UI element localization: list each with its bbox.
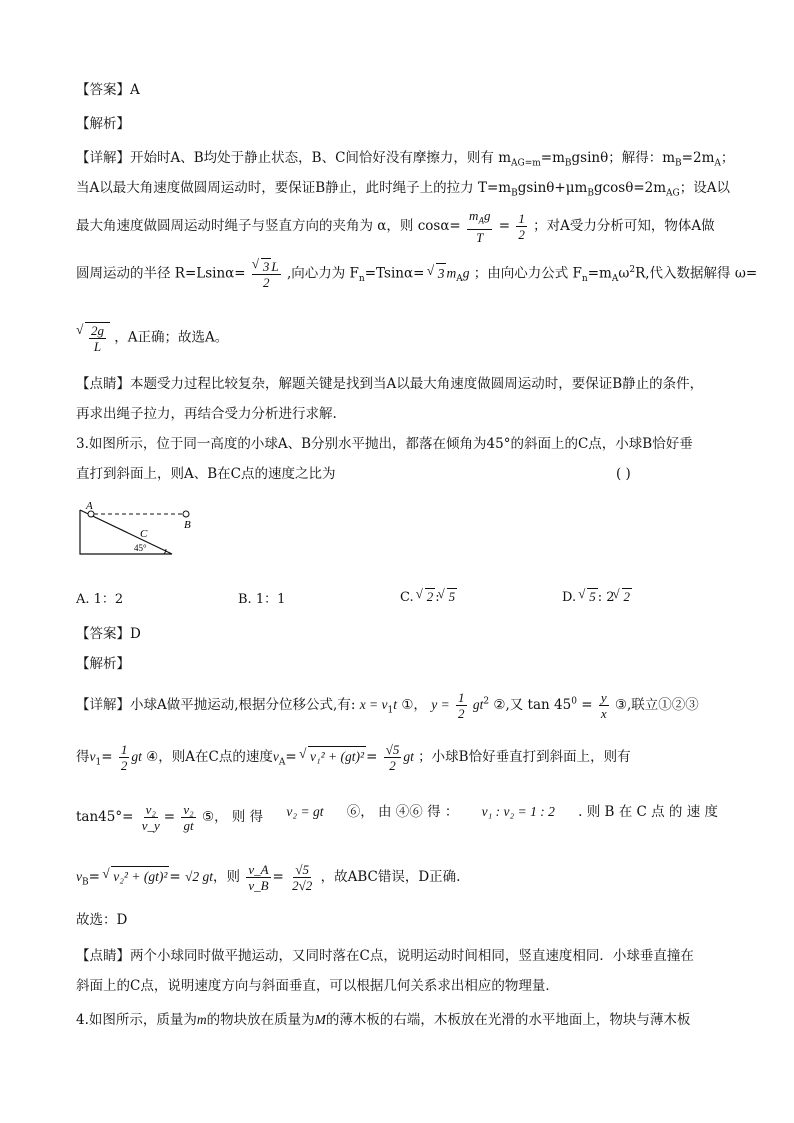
incline-triangle: [80, 510, 172, 554]
option-a[interactable]: A. 1：2: [76, 592, 124, 607]
line-point-2: 再求出绳子拉力，再结合受力分析进行求解.: [76, 406, 337, 422]
analysis-label: 【解析】: [76, 116, 130, 132]
line-detail-b2: 得$v_1=$ $\frac{1}{2}$ gt ④，则A在C点的速度$v_A=$ √ v₁² + (gt)² = $\frac{√5}{2}$ gt ；小球B恰好垂直打到斜面上，则有: [76, 742, 631, 773]
fraction-sqrt3-l-over-2: √ $\frac{3 L}{2}$: [252, 258, 281, 290]
line-analysis-2: 【解析】: [76, 656, 130, 672]
line-detail-b4: $v_B=$ √ v₂² + (gt)² = √2 gt，则 $\frac{v\_A}{v\_B}$ = $\frac{√5}{2√2}$ ，故ABC错误，D正确.: [76, 862, 460, 893]
line-select: 故选：D: [76, 912, 128, 928]
incline-figure: [72, 500, 212, 560]
line-point-1: 【点睛】本题受力过程比较复杂，解题关键是找到当A以最大角速度做圆周运动时，要保证B静止的条件，: [76, 376, 704, 392]
label-45: 45°: [134, 543, 147, 553]
question-3-line-1: 3.如图所示，位于同一高度的小球A、B分别水平抛出，都落在倾角为45°的斜面上的C点，小球B恰好垂: [76, 436, 693, 452]
line-point-b1: 【点睛】两个小球同时做平抛运动，又同时落在C点，说明运动时间相同，竖直速度相同．小球垂直撞在: [76, 948, 694, 964]
line-analysis-1: [76, 114, 130, 134]
answer-label: 【答案】A: [76, 82, 140, 98]
line-detail-3: 最大角速度做圆周运动时绳子与竖直方向的夹角为 α，则 cosα= $\frac{m_Ag}{T}$ = $\frac{1}{2}$ ；对A受力分析可知，物体A做: [76, 208, 715, 245]
line-detail-5: √ $\frac{2g}{L}$ ，A正确；故选A。: [76, 322, 228, 354]
line-point-b2: 斜面上的C点，说明速度方向与斜面垂直，可以根据几何关系求出相应的物理量．: [76, 978, 559, 994]
label-c: C: [140, 528, 148, 540]
line-detail-1: 【详解】开始时A、B均处于静止状态，B、C间恰好没有摩擦力，则有 $m_{AG=m}=m_Bgsin\theta$；解得：$m_B=2m_A$；: [76, 150, 735, 169]
question-3-paren: ( ): [616, 466, 631, 482]
line-detail-b1: 【详解】小球A做平抛运动,根据分位移公式,有: $x = v_1t$ ①， y = $\frac{1}{2}$ $gt^2$ ②,又 $\tan 45^0$ = $\frac{y}{x}$ ③,联立①②③: [76, 690, 699, 721]
label-b: B: [184, 519, 191, 531]
question-4-line-1: 4.如图所示，质量为m的物块放在质量为M的薄木板的右端，木板放在光滑的水平地面上，物块与薄木板: [76, 1012, 691, 1028]
ball-b: [183, 511, 189, 517]
option-b[interactable]: B. 1：1: [238, 592, 286, 607]
line-answer-2: 【答案】D: [76, 626, 141, 642]
option-d[interactable]: D. √ 5 : 2√ 2: [562, 588, 632, 605]
option-c[interactable]: C. √ 2 :√ 5: [400, 588, 457, 605]
question-3-line-2: 直打到斜面上，则A、B在C点的速度之比为: [76, 466, 336, 482]
line-detail-b3: tan45°= $\frac{\text{v₂}}{v\_y}$ = $\frac{\text{v₂}}{gt}$ ⑤， 则 得 v₂ = gt ⑥， 由 ④⑥ 得 ： v₁ : v₂ = 1 : 2 . 则 B 在 C 点 的 速 度: [76, 802, 718, 833]
line-detail-4: 圆周运动的半径 R=Lsinα= √ $\frac{3 L}{2}$ ,向心力为 $F_n=Tsin\alpha=$ √ 3 $m_Ag$ ；由向心力公式 $F_n=m_A\omega^2R$,代入数据解得 ω=: [76, 258, 757, 290]
sqrt-2g-over-l: √ $\frac{2g}{L}$: [85, 322, 110, 354]
line-detail-2: 当A以最大角速度做圆周运动时，要保证B静止，此时绳子上的拉力 $T=m_Bgsin\theta+\mu m_Bgcos\theta=2m_{AG}$；设A以: [76, 180, 730, 199]
fraction-mag-over-t: $\frac{m_Ag}{T}$: [469, 208, 491, 245]
fraction-one-half: $\frac{1}{2}$: [518, 210, 525, 242]
line-answer-1: [76, 80, 140, 100]
label-a: A: [86, 500, 93, 512]
